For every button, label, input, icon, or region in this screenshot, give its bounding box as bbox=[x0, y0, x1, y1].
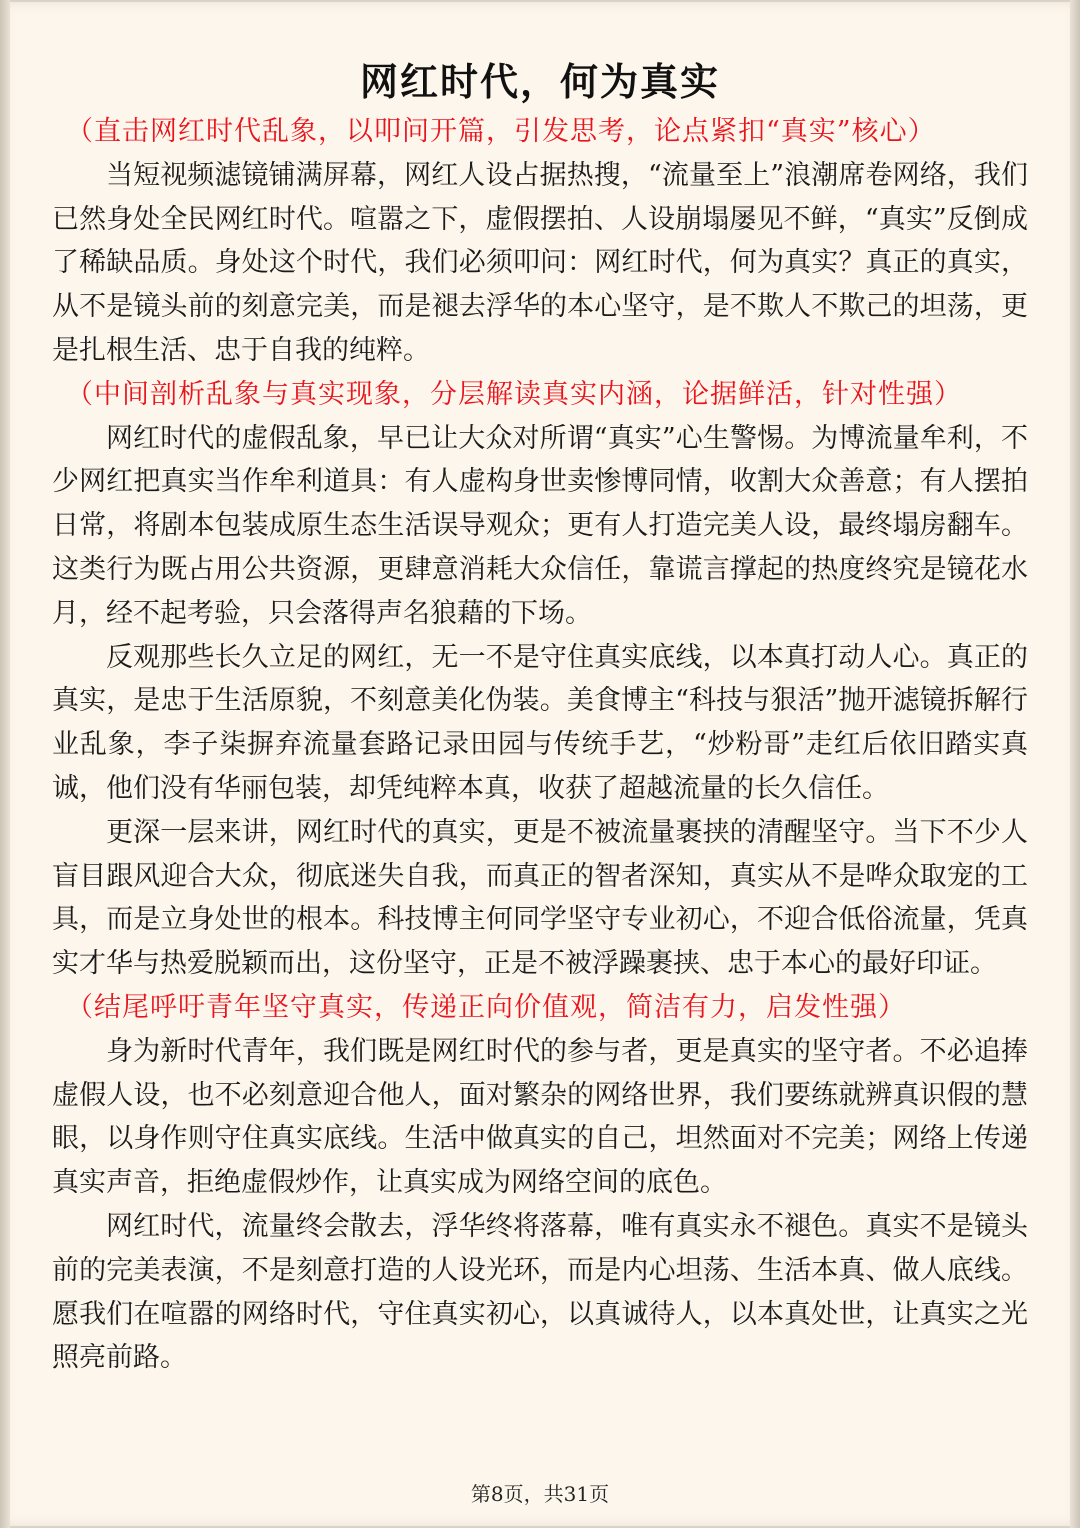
paragraph-3: 反观那些长久立足的网红，无一不是守住真实底线，以本真打动人心。真正的真实，是忠于生活原貌，不刻意美化伪装。美食博主“科技与狠活”抛开滤镜拆解行业乱象，李子柒摒弃流量套路记录田园与传统手艺，“炒粉哥”走红后依旧踏实真诚，他们没有华丽包装，却凭纯粹本真，收获了超越流量的长久信任。 bbox=[52, 641, 1028, 804]
document-body bbox=[52, 110, 1028, 1380]
paragraph-5: 身为新时代青年，我们既是网红时代的参与者，更是真实的坚守者。不必追捧虚假人设，也不必刻意迎合他人，面对繁杂的网络世界，我们要练就辨真识假的慧眼，以身作则守住真实底线。生活中做真实的自己，坦然面对不完美；网络上传递真实声音，拒绝虚假炒作，让真实成为网络空间的底色。 bbox=[52, 1035, 1028, 1199]
document-title: 网红时代，何为真实 bbox=[359, 60, 720, 104]
paragraph-4: 更深一层来讲，网红时代的真实，更是不被流量裹挟的清醒坚守。当下不少人盲目跟风迎合大众，彻底迷失自我，而真正的智者深知，真实从不是哗众取宠的工具，而是立身处世的根本。科技博主何同学坚守专业初心，不迎合低俗流量，凭真实才华与热爱脱颖而出，这份坚守，正是不被浮躁裹挟、忠于本心的最好印证。 bbox=[52, 816, 1028, 980]
page-number: 第8页，共31页 bbox=[470, 1482, 610, 1506]
annotation-intro: （直击网红时代乱象，以叩问开篇，引发思考，论点紧扣“真实”核心） bbox=[66, 116, 936, 147]
annotation-ending: （结尾呼吁青年坚守真实，传递正向价值观，简洁有力，启发性强） bbox=[66, 991, 906, 1023]
paragraph-6: 网红时代，流量终会散去，浮华终将落幕，唯有真实永不褪色。真实不是镜头前的完美表演，不是刻意打造的人设光环，而是内心坦荡、生活本真、做人底线。愿我们在喧嚣的网络时代，守住真实初心，以真诚待人，以本真处世，让真实之光照亮前路。 bbox=[52, 1210, 1028, 1374]
page-edge-right bbox=[1070, 0, 1080, 1528]
annotation-middle: （中间剖析乱象与真实现象，分层解读真实内涵，论据鲜活，针对性强） bbox=[66, 378, 962, 410]
paragraph-2: 网红时代的虚假乱象，早已让大众对所谓“真实”心生警惕。为博流量牟利，不少网红把真实当作牟利道具：有人虚构身世卖惨博同情，收割大众善意；有人摆拍日常，将剧本包装成原生态生活误导观众；更有人打造完美人设，最终塌房翻车。这类行为既占用公共资源，更肆意消耗大众信任，靠谎言撑起的热度终究是镜花水月，经不起考验，只会落得声名狼藉的下场。 bbox=[52, 422, 1028, 629]
page-edge-left bbox=[0, 0, 10, 1528]
paragraph-1: 当短视频滤镜铺满屏幕，网红人设占据热搜，“流量至上”浪潮席卷网络，我们已然身处全民网红时代。喧嚣之下，虚假摆拍、人设崩塌屡见不鲜，“真实”反倒成了稀缺品质。身处这个时代，我们必须叩问：网红时代，何为真实？真正的真实，从不是镜头前的刻意完美，而是褪去浮华的本心坚守，是不欺人不欺己的坦荡，更是扎根生活、忠于自我的纯粹。 bbox=[52, 159, 1028, 366]
